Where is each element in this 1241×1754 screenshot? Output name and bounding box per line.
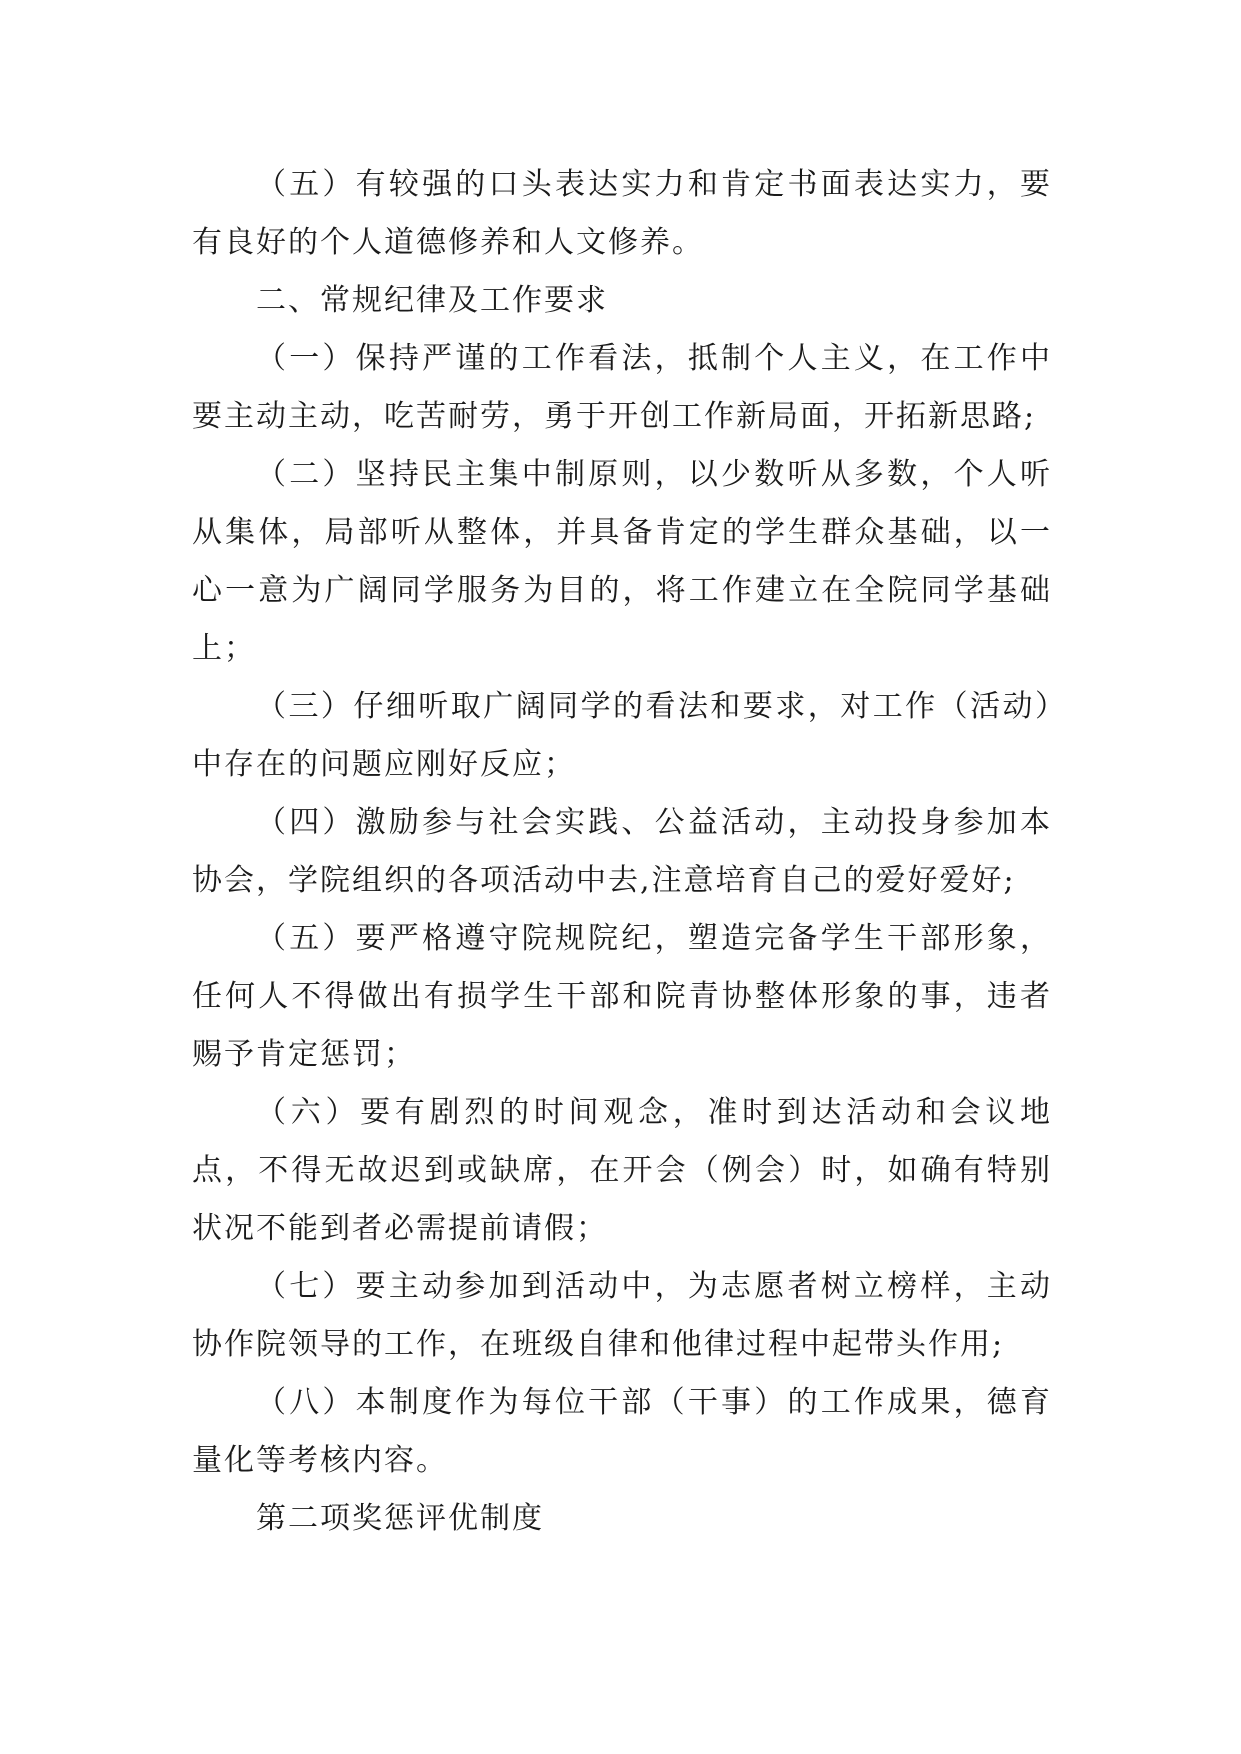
- section-heading-discipline: 二、常规纪律及工作要求: [256, 283, 608, 318]
- paragraph-item-5-rules: （五）要严格遵守院规院纪，塑造完备学生干部形象，任何人不得做出有损学生干部和院青协整体形象的事，违者赐予肯定惩罚；: [192, 921, 1052, 1072]
- document-body: [192, 156, 1052, 1548]
- paragraph-item-5-abilities: （五）有较强的口头表达实力和肯定书面表达实力，要有良好的个人道德修养和人文修养。: [192, 167, 1052, 260]
- paragraph-item-2-democratic-centralism: （二）坚持民主集中制原则，以少数听从多数，个人听从集体，局部听从整体，并具备肯定的学生群众基础，以一心一意为广阔同学服务为目的，将工作建立在全院同学基础上；: [192, 457, 1052, 666]
- paragraph-item-4-participation: （四）激励参与社会实践、公益活动，主动投身参加本协会，学院组织的各项活动中去,注意培育自己的爱好爱好;: [192, 805, 1052, 898]
- paragraph-item-7-role-model: （七）要主动参加到活动中，为志愿者树立榜样，主动协作院领导的工作，在班级自律和他律过程中起带头作用;: [192, 1269, 1052, 1362]
- paragraph-item-8-assessment: （八）本制度作为每位干部（干事）的工作成果，德育量化等考核内容。: [192, 1385, 1052, 1478]
- paragraph-item-1-attitude: （一）保持严谨的工作看法，抵制个人主义，在工作中要主动主动，吃苦耐劳，勇于开创工作新局面，开拓新思路;: [192, 341, 1052, 434]
- paragraph-item-3-listening: （三）仔细听取广阔同学的看法和要求，对工作（活动）中存在的问题应刚好反应；: [192, 689, 1052, 782]
- paragraph-item-6-punctuality: （六）要有剧烈的时间观念，准时到达活动和会议地点，不得无故迟到或缺席，在开会（例会）时，如确有特别状况不能到者必需提前请假；: [192, 1095, 1052, 1246]
- section-heading-rewards: 第二项奖惩评优制度: [256, 1501, 544, 1536]
